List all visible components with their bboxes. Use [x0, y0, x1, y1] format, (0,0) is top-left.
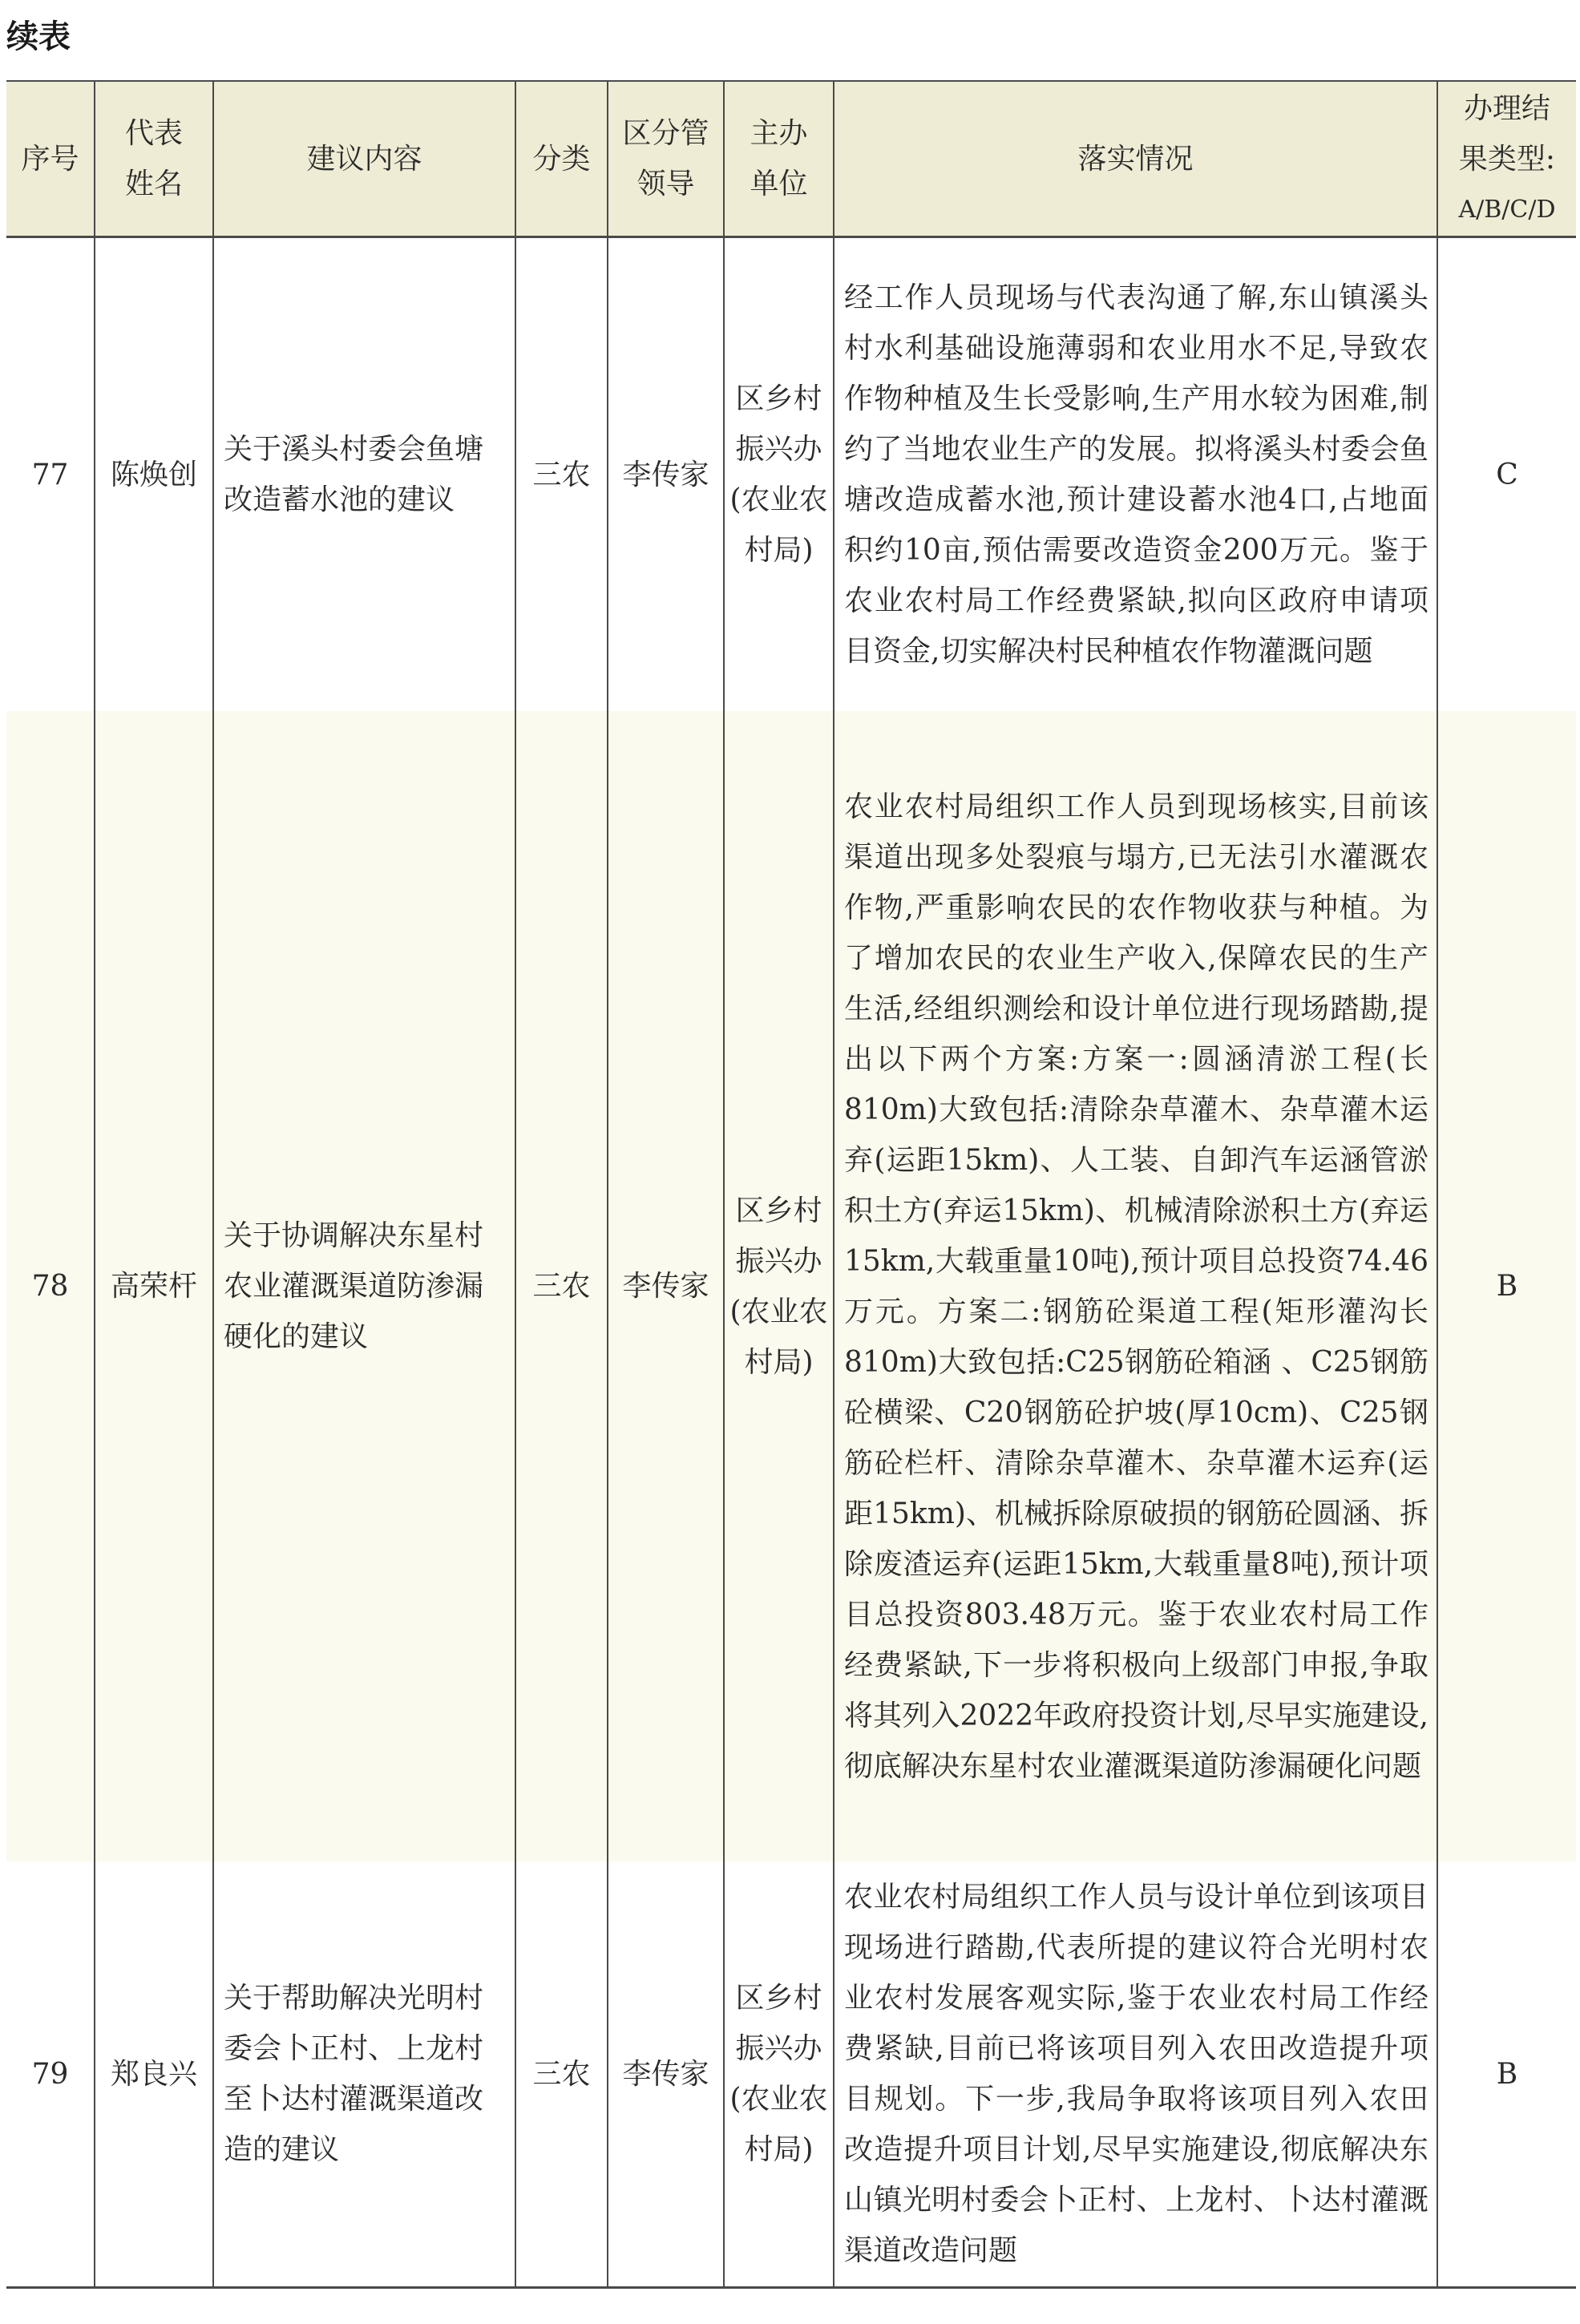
suggestions-table — [6, 80, 1576, 2289]
cell-result: B — [1437, 711, 1576, 1861]
header-leader: 区分管 领导 — [608, 81, 724, 237]
cell-leader: 李传家 — [608, 237, 724, 712]
cell-serial: 78 — [6, 711, 95, 1861]
header-rep-name: 代表 姓名 — [95, 81, 213, 237]
cell-content: 关于协调解决东星村农业灌溉渠道防渗漏硬化的建议 — [213, 711, 515, 1861]
table-header — [6, 81, 1576, 237]
cell-category: 三农 — [515, 237, 608, 712]
cell-content: 关于溪头村委会鱼塘改造蓄水池的建议 — [213, 237, 515, 712]
header-implementation: 落实情况 — [834, 81, 1437, 237]
cell-unit: 区乡村振兴办(农业农村局) — [724, 711, 834, 1861]
cell-implementation: 农业农村局组织工作人员与设计单位到该项目现场进行踏勘,代表所提的建议符合光明村农业农村发展客观实际,鉴于农业农村局工作经费紧缺,目前已将该项目列入农田改造提升项目规划。下一步,我局争取将该项目列入农田改造提升项目计划,尽早实施建设,彻底解决东山镇光明村委会卜正村、上龙村、卜达村灌溉渠道改造问题 — [834, 1861, 1437, 2288]
header-result-type: 办理结 果类型: A/B/C/D — [1437, 81, 1576, 237]
table-row — [6, 711, 1576, 1861]
table-body — [6, 237, 1576, 2288]
header-row — [6, 81, 1576, 237]
table-row — [6, 237, 1576, 712]
cell-unit: 区乡村振兴办(农业农村局) — [724, 1861, 834, 2288]
cell-implementation: 农业农村局组织工作人员到现场核实,目前该渠道出现多处裂痕与塌方,已无法引水灌溉农作物,严重影响农民的农作物收获与种植。为了增加农民的农业生产收入,保障农民的生产生活,经组织测绘和设计单位进行现场踏勘,提出以下两个方案:方案一:圆涵清淤工程(长810m)大致包括:清除杂草灌木、杂草灌木运弃(运距15km)、人工装、自卸汽车运涵管淤积土方(弃运15km)、机械清除淤积土方(弃运15km,大载重量10吨),预计项目总投资74.46万元。方案二:钢筋砼渠道工程(矩形灌沟长810m)大致包括:C25钢筋砼箱涵 、C25钢筋砼横梁、C20钢筋砼护坡(厚10cm)、C25钢筋砼栏杆、清除杂草灌木、杂草灌木运弃(运距15km)、机械拆除原破损的钢筋砼圆涵、拆除废渣运弃(运距15km,大载重量8吨),预计项目总投资803.48万元。鉴于农业农村局工作经费紧缺,下一步将积极向上级部门申报,争取将其列入2022年政府投资计划,尽早实施建设,彻底解决东星村农业灌溉渠道防渗漏硬化问题 — [834, 711, 1437, 1861]
cell-leader: 李传家 — [608, 1861, 724, 2288]
header-unit: 主办 单位 — [724, 81, 834, 237]
cell-content: 关于帮助解决光明村委会卜正村、上龙村至卜达村灌溉渠道改造的建议 — [213, 1861, 515, 2288]
header-serial: 序号 — [6, 81, 95, 237]
cell-unit: 区乡村振兴办(农业农村局) — [724, 237, 834, 712]
cell-leader: 李传家 — [608, 711, 724, 1861]
cell-category: 三农 — [515, 711, 608, 1861]
cell-serial: 77 — [6, 237, 95, 712]
cell-rep-name: 高荣杆 — [95, 711, 213, 1861]
page-title: 续表 — [6, 18, 71, 55]
cell-result: B — [1437, 1861, 1576, 2288]
cell-serial: 79 — [6, 1861, 95, 2288]
cell-rep-name: 陈焕创 — [95, 237, 213, 712]
header-category: 分类 — [515, 81, 608, 237]
cell-category: 三农 — [515, 1861, 608, 2288]
cell-result: C — [1437, 237, 1576, 712]
cell-implementation: 经工作人员现场与代表沟通了解,东山镇溪头村水利基础设施薄弱和农业用水不足,导致农作物种植及生长受影响,生产用水较为困难,制约了当地农业生产的发展。拟将溪头村委会鱼塘改造成蓄水池,预计建设蓄水池4口,占地面积约10亩,预估需要改造资金200万元。鉴于农业农村局工作经费紧缺,拟向区政府申请项目资金,切实解决村民种植农作物灌溉问题 — [834, 237, 1437, 712]
cell-rep-name: 郑良兴 — [95, 1861, 213, 2288]
header-content: 建议内容 — [213, 81, 515, 237]
table-row — [6, 1861, 1576, 2288]
